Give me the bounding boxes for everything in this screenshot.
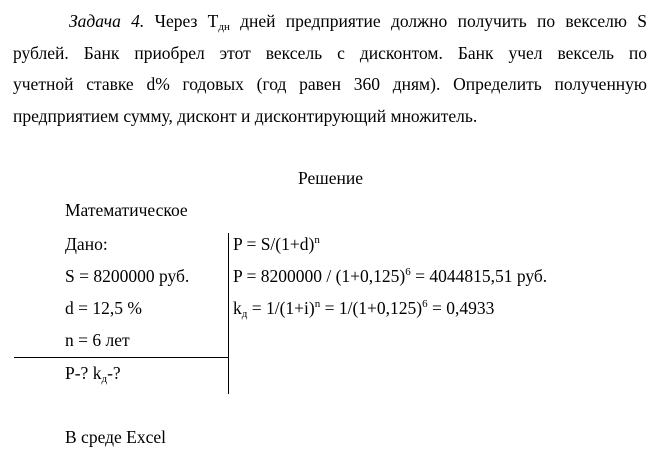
formula-calculation: $P = 8200000 / (1+0,125)^6 = 4044815,51$ руб. [233, 266, 548, 286]
table-horizontal-divider [14, 357, 228, 358]
task-statement [13, 6, 647, 132]
given-rate: d = 12,5 % [65, 298, 142, 318]
solution-heading: Решение [298, 168, 364, 188]
given-label: Дано: [65, 234, 108, 254]
task-line-3: учетной ставке d% годовых (год равен 360 дням). Определить полученную [13, 74, 647, 94]
task-line-4: предприятием сумму, дисконт и дисконтирующий множитель. [13, 105, 478, 126]
excel-label: В среде Excel [65, 427, 166, 447]
task-label: Задача 4. [69, 11, 145, 31]
given-sum: S = 8200000 руб. [65, 266, 190, 286]
method-label: Математическое [65, 200, 188, 220]
task-line-1: Задача 4. Через $Т_{дн}$ дней предприятие должно получить по векселю S [69, 11, 647, 33]
formula-discount-factor: $k_д = 1/(1+i)^n = 1/(1+0,125)^6 = 0,4933$ [233, 298, 495, 320]
formula-general: $P = S/(1+d)^n$ [233, 234, 320, 254]
find-label: P-? $k_д-$? [65, 363, 121, 385]
task-line-2: рублей. Банк приобрел этот вексель с дисконтом. Банк учел вексель по [13, 42, 647, 63]
table-vertical-divider [228, 233, 229, 394]
given-period: n = 6 лет [65, 330, 130, 350]
